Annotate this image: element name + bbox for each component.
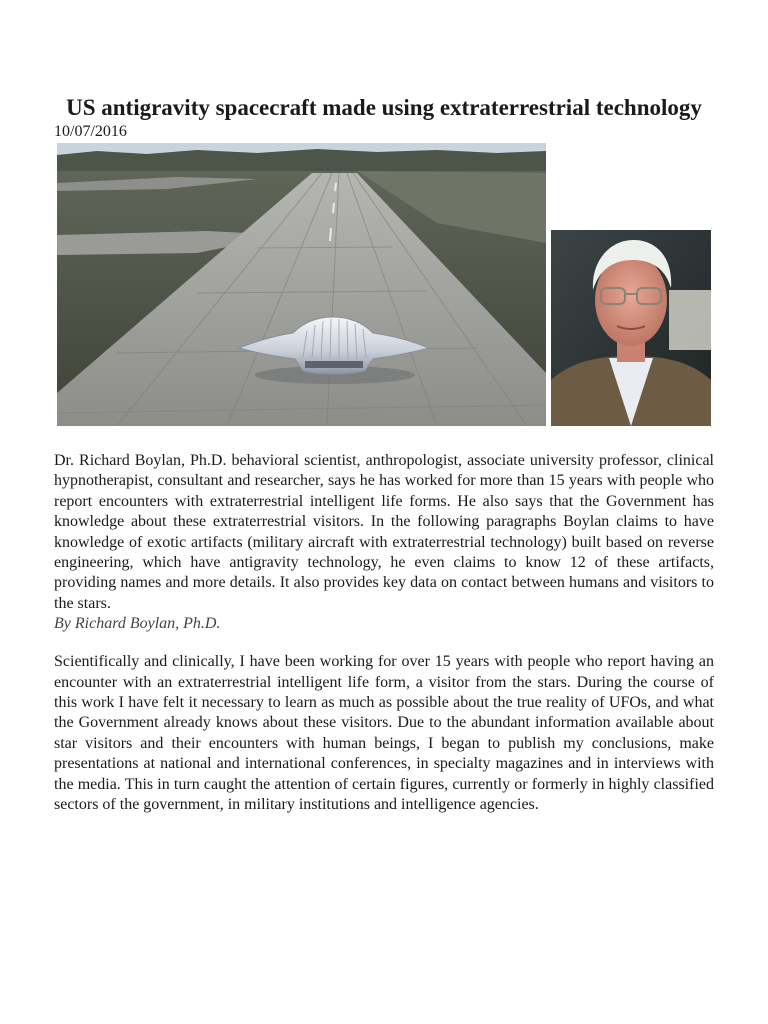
article-title: US antigravity spacecraft made using extraterrestrial technology (66, 95, 702, 120)
portrait-photo (551, 230, 711, 426)
body-paragraph: Scientifically and clinically, I have been working for over 15 years with people who report having an encounter with an extraterrestrial intelligent life form, a visitor from the stars. During the course of this work I have felt it necessary to learn as much as possible about the true reality of UFOs, and what the Government already knows about these visitors. Due to the abundant information available about star visitors and their encounters with human beings, I began to publish my conclusions, make presentations at national and international conferences, in specialty magazines and in interviews with the media. This in turn caught the attention of certain figures, currently or formerly in highly classified sectors of the government, in military institutions and intelligence agencies. (54, 653, 714, 814)
figure-row (54, 143, 714, 431)
runway-photo (57, 143, 546, 426)
article (54, 0, 714, 816)
author-byline: By Richard Boylan, Ph.D. (54, 615, 221, 633)
intro-paragraph: Dr. Richard Boylan, Ph.D. behavioral scientist, anthropologist, associate university professor, clinical hypnotherapist, consultant and researcher, says he has worked for more than 15 years with people who report encounters with extraterrestrial intelligent life forms. He also says that the Government has knowledge about these extraterrestrial visitors. In the following paragraphs Boylan claims to have knowledge of exotic artifacts (military aircraft with extraterrestrial technology) built based on reverse engineering, which have antigravity technology, he even claims to know 12 of these artifacts, providing names and more details. It also provides key data on contact between humans and visitors to the stars. (54, 452, 714, 612)
article-date: 10/07/2016 (54, 123, 127, 140)
